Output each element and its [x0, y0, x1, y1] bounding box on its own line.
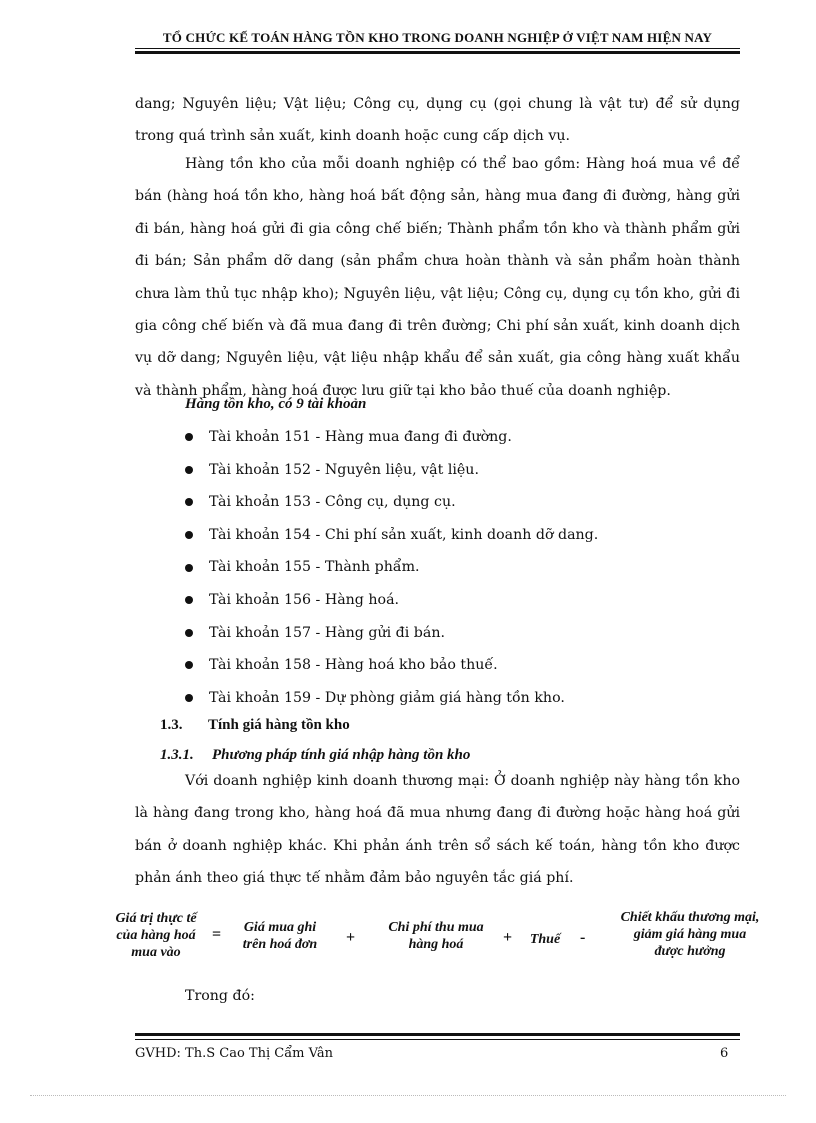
formula-term-purchase-cost — [372, 919, 500, 953]
account-label: Tài khoản 152 - Nguyên liệu, vật liệu. — [209, 461, 479, 478]
formula-equals: = — [212, 926, 222, 943]
account-label: Tài khoản 155 - Thành phẩm. — [209, 559, 420, 576]
account-label: Tài khoản 153 - Công cụ, dụng cụ. — [209, 494, 456, 511]
bullet-icon — [185, 629, 193, 637]
account-label: Tài khoản 151 - Hàng mua đang đi đường. — [209, 429, 512, 445]
bullet-icon — [185, 694, 193, 702]
formula-plus: + — [346, 929, 356, 946]
bullet-icon — [185, 661, 193, 669]
list-item — [185, 617, 598, 650]
list-item — [185, 682, 598, 715]
bullet-icon — [185, 564, 193, 572]
formula-term-line: Chiết khấu thương mại, — [620, 910, 760, 925]
bullet-icon — [185, 498, 193, 506]
formula-term-line: Chi phí thu mua — [388, 920, 484, 935]
section-1-3-1-title: Phương pháp tính giá nhập hàng tồn kho — [212, 747, 471, 763]
footer-supervisor: GVHD: Th.S Cao Thị Cẩm Vân — [135, 1046, 333, 1061]
paragraph-trading-enterprise: Với doanh nghiệp kinh doanh thương mại: Ở doanh nghiệp này hàng tồn kho là hàng đang trong kho, hàng hoá đã mua nhưng đang đi đường hoặc hàng hoá gửi bán ở doanh nghiệp khác. Khi phản ánh trên sổ sách kế toán, hàng tồn kho được phản ánh theo giá thực tế nhằm đảm bảo nguyên tắc giá phí. — [135, 773, 740, 887]
formula-lhs-line: của hàng hoá — [116, 928, 196, 943]
list-item — [185, 649, 598, 682]
section-1-3-1-number: 1.3.1. — [160, 747, 194, 763]
formula-term-line: Giá mua ghi — [243, 920, 317, 935]
formula-lhs-line: mua vào — [131, 945, 181, 960]
account-label: Tài khoản 156 - Hàng hoá. — [209, 591, 400, 608]
formula-term-line: trên hoá đơn — [242, 937, 318, 952]
account-label: Tài khoản 154 - Chi phí sản xuất, kinh doanh dỡ dang. — [209, 526, 599, 543]
list-item — [185, 584, 598, 617]
formula-term-discount — [596, 909, 784, 960]
paragraph-materials-continued: dang; Nguyên liệu; Vật liệu; Công cụ, dụng cụ (gọi chung là vật tư) để sử dụng trong quá trình sản xuất, kinh doanh hoặc cung cấp dịch vụ. — [135, 96, 740, 145]
list-item — [185, 519, 598, 552]
list-item — [185, 454, 598, 487]
account-label: Tài khoản 158 - Hàng hoá kho bảo thuế. — [209, 657, 498, 674]
footer-rule-thin — [135, 1039, 740, 1040]
bullet-icon — [185, 466, 193, 474]
bullet-icon — [185, 433, 193, 441]
bullet-icon — [185, 596, 193, 604]
account-label: Tài khoản 159 - Dự phòng giảm giá hàng tồn kho. — [209, 689, 565, 706]
formula-term-line: được hưởng — [654, 944, 726, 959]
formula-lhs — [100, 910, 212, 961]
section-1-3-title: Tính giá hàng tồn kho — [208, 717, 350, 733]
page-number: 6 — [720, 1046, 729, 1061]
paragraph-where: Trong đó: — [185, 988, 255, 1004]
footer-rule-thick — [135, 1033, 740, 1036]
bullet-icon — [185, 531, 193, 539]
account-label: Tài khoản 157 - Hàng gửi đi bán. — [209, 624, 445, 641]
formula-term-line: giảm giá hàng mua — [633, 927, 747, 942]
list-item — [185, 551, 598, 584]
accounts-heading: Hàng tồn kho, có 9 tài khoản — [185, 396, 367, 412]
page-header-title: TỔ CHỨC KẾ TOÁN HÀNG TỒN KHO TRONG DOANH NGHIỆP Ở VIỆT NAM HIỆN NAY — [162, 30, 713, 45]
header-rule-thick — [135, 51, 740, 54]
formula-term-purchase-price — [226, 919, 334, 953]
header-rule-thin — [135, 48, 740, 49]
paragraph-inventory-includes: Hàng tồn kho của mỗi doanh nghiệp có thể bao gồm: Hàng hoá mua về để bán (hàng hoá tồn kho, hàng hoá bất động sản, hàng mua đang đi đường, hàng gửi đi bán, hàng hoá gửi đi gia công chế biến; Thành phẩm tồn kho và thành phẩm gửi đi bán; Sản phẩm dỡ dang (sản phẩm chưa hoàn thành và sản phẩm hoàn thành chưa làm thủ tục nhập kho); Nguyên liệu, vật liệu; Công cụ, dụng cụ tồn kho, gửi đi gia công chế biến và đã mua đang đi trên đường; Chi phí sản xuất, kinh doanh dịch vụ dỡ dang; Nguyên liệu, vật liệu nhập khẩu để sản xuất, gia công hàng xuất khẩu và thành phẩm, hàng hoá được lưu giữ tại kho bảo thuế của doanh nghiệp. — [135, 156, 740, 399]
formula-plus: + — [503, 929, 513, 946]
list-item — [185, 486, 598, 519]
list-item — [185, 421, 598, 454]
formula-term-line: hàng hoá — [408, 937, 464, 952]
formula-lhs-line: Giá trị thực tế — [115, 911, 197, 926]
section-1-3-number: 1.3. — [160, 717, 183, 733]
accounts-list — [185, 421, 598, 714]
formula-term-tax: Thuế — [529, 932, 561, 947]
formula-minus: - — [580, 929, 586, 946]
page-bottom-dotted-line — [30, 1095, 786, 1096]
